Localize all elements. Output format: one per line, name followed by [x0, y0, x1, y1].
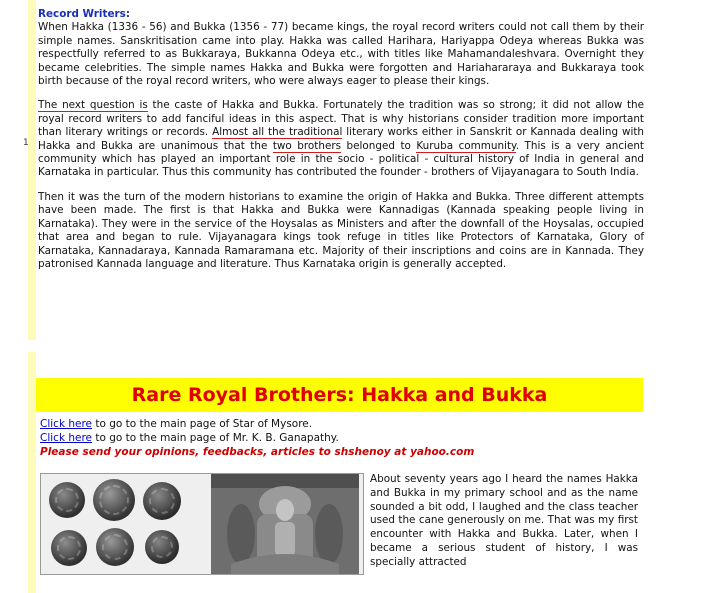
underlined-phrase: The next question is — [38, 99, 148, 112]
coin-image — [96, 528, 134, 566]
paragraph-text: the caste of Hakka and Bukka. Fortunately the tradition was so strong; it did not allow the royal record writers to add fanciful ideas in this aspect. That is why historians consider tradition more important than literary writings or records. — [38, 99, 644, 139]
sculpture-image — [211, 474, 359, 574]
coin-image — [143, 482, 181, 520]
margin-strip-top — [28, 0, 36, 340]
feedback-email-line: Please send your opinions, feedbacks, articles to shshenoy at yahoo.com — [40, 446, 475, 458]
article-intro-paragraph: About seventy years ago I heard the names Hakka and Bukka in my primary school and as the name sounded a bit odd, I laughed and the class teacher used the cane generously on me. That was my first encounter with Hakka and Bukka. Later, when I became a serious student of history, I was specially attracted — [370, 473, 638, 568]
link-description: to go to the main page of Star of Mysore. — [92, 418, 313, 430]
article-top-section — [38, 8, 644, 282]
coin-image — [49, 482, 85, 518]
coin-image — [93, 479, 135, 521]
link-row-star-of-mysore — [40, 417, 474, 431]
coin-image — [145, 530, 179, 564]
ganapathy-page-link[interactable]: Click here — [40, 432, 93, 444]
underlined-phrase: Almost all the traditional — [212, 126, 343, 139]
navigation-links — [40, 417, 474, 459]
link-description: to go to the main page of Mr. K. B. Ganapathy. — [92, 432, 339, 444]
paragraph-text: . This is a very ancient community which has played an important role in the socio - political - cultural history of India in general and Karnataka in particular. Thus this community has contributed the founder - brothers of Vijayanagara to South India. — [38, 139, 644, 179]
margin-mark: 1 — [23, 138, 29, 148]
coin-image — [51, 530, 87, 566]
underlined-phrase: two brothers — [272, 139, 342, 152]
coins-and-sculpture-image — [40, 473, 364, 575]
page-title-banner — [36, 378, 643, 412]
link-row-ganapathy — [40, 431, 474, 445]
paragraph-text: literary works either in Sanskrit or Kannada dealing with Hakka and Bukka are unanimous that the — [38, 126, 644, 152]
page-title: Rare Royal Brothers: Hakka and Bukka — [131, 384, 548, 406]
paragraph-2 — [38, 99, 644, 179]
paragraph-3: Then it was the turn of the modern historians to examine the origin of Hakka and Bukka. Three different attempts have been made. The first is that Hakka and Bukka were Kannadigas (Kannada speaking people living in Karnataka). They were in the service of the Hoysalas as Ministers and after the downfall of the Hoysalas, occupied that area and began to rule. Vijayanagara kings took refuge in titles like Protectors of Karnataka, Glory of Karnataka, Kannadaraya, Kannada Ramaramana etc. Majority of their inscriptions and coins are in Kannada. They patronised Kannada language and literature. Thus Karnataka origin is generally accepted. — [38, 190, 644, 270]
paragraph-1: When Hakka (1336 - 56) and Bukka (1356 - 77) became kings, the royal record writers could not call them by their simple names. Sanskritisation came into play. Hakka was called Harihara, Hariyappa Odeya whereas Bukka was respectfully referred to as Bukkaraya, Bukkanna Odeya etc., with titles like Mahamandaleshvara. Overnight they became celebrities. The simple names Hakka and Bukka were forgotten and Hariahararaya and Bukkaraya took birth because of the royal record writers, who were always eager to please their kings. — [38, 21, 644, 88]
margin-strip-bottom — [28, 352, 36, 593]
section-heading: Record Writers: — [38, 8, 130, 20]
paragraph-text: belonged to — [341, 139, 417, 152]
star-of-mysore-link[interactable]: Click here — [40, 418, 93, 430]
underlined-phrase: Kuruba community — [416, 139, 516, 152]
